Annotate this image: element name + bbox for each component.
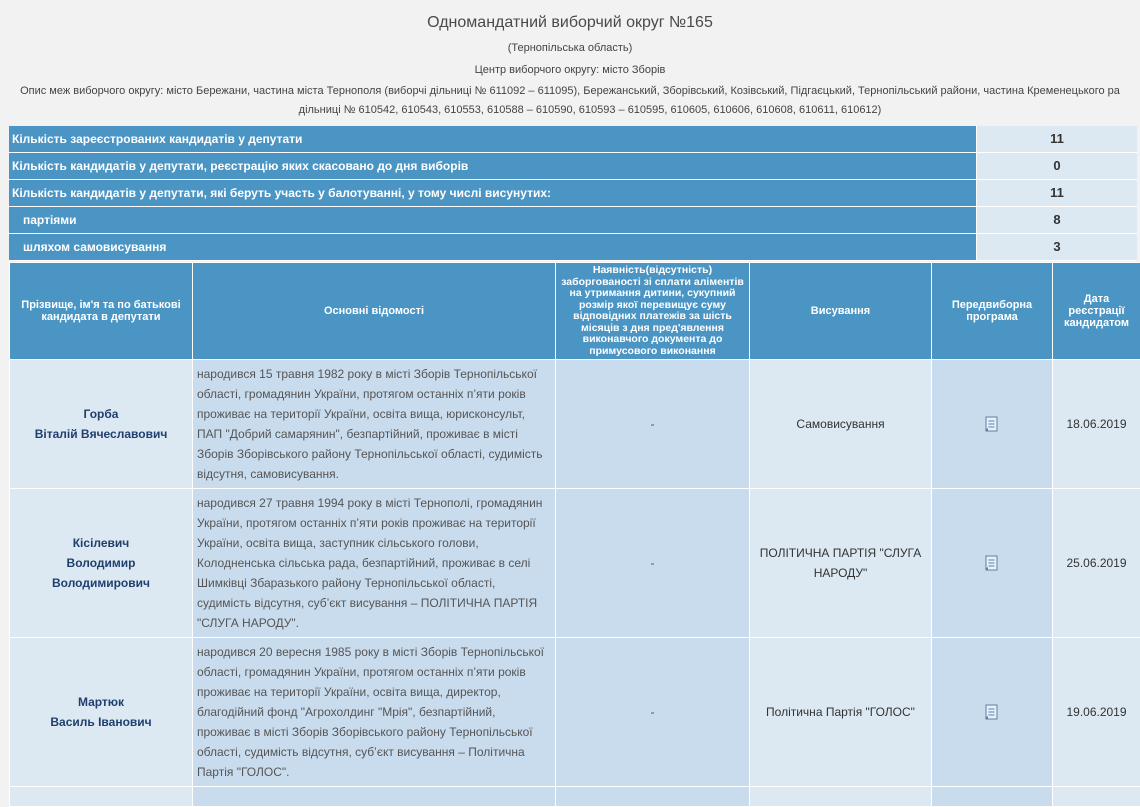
stat-value: 11 <box>977 126 1137 153</box>
stat-row-self <box>9 234 1137 261</box>
stat-value: 0 <box>977 153 1137 180</box>
document-icon[interactable] <box>984 704 1000 720</box>
col-header-debt: Наявність(відсутність) заборгованості зі сплати аліментів на утримання дитини, сукупний розмір якої перевищує суму відповідних платежів за шість місяців з дня пред'явлення виконавчого документа до примусового виконання <box>556 263 750 360</box>
district-description: Опис меж виборчого округу: місто Бережани, частина міста Тернополя (виборчі дільниці № 611092 – 611095), Бережанський, Зборівський, Козівський, Підгаєцький, Тернопільський райони, частина Кременецького ра <box>0 82 1140 101</box>
page-title: Одномандатний виборчий округ №165 <box>0 12 1140 34</box>
candidate-nomination: Політична Партія "ГОЛОС" <box>750 638 932 787</box>
stat-label: партіями <box>9 207 977 234</box>
table-header-row <box>10 263 1140 360</box>
stat-value: 8 <box>977 207 1137 234</box>
candidate-given-name: Володимир <box>11 553 191 573</box>
candidate-surname: Кісілевич <box>11 533 191 553</box>
candidate-given-name: Василь Іванович <box>11 712 191 732</box>
candidate-nomination: ПОЛІТИЧНА ПАРТІЯ "СЛУГА НАРОДУ" <box>750 489 932 638</box>
candidate-program <box>932 360 1053 489</box>
document-icon[interactable] <box>984 416 1000 432</box>
stat-label: шляхом самовисування <box>9 234 977 261</box>
candidate-name[interactable] <box>10 638 193 787</box>
stat-value: 11 <box>977 180 1137 207</box>
stat-label: Кількість зареєстрованих кандидатів у депутати <box>9 126 977 153</box>
stat-row-cancelled <box>9 153 1137 180</box>
stat-row-running <box>9 180 1137 207</box>
candidate-debt: - <box>556 489 750 638</box>
candidate-nomination: Самовисування <box>750 360 932 489</box>
col-header-name: Прізвище, ім'я та по батькові кандидата в депутати <box>10 263 193 360</box>
candidate-surname: Мартюк <box>11 692 191 712</box>
region-label: (Тернопільська область) <box>0 40 1140 56</box>
stat-label: Кількість кандидатів у депутати, які беруть участь у балотуванні, у тому числі висунутих: <box>9 180 977 207</box>
table-row <box>10 360 1140 489</box>
candidate-given-name: Віталій Вячеславович <box>11 424 191 444</box>
candidates-table <box>9 262 1140 807</box>
candidate-debt: - <box>556 638 750 787</box>
candidate-info: народився 20 вересня 1985 року в місті Зборів Тернопільської області, громадянин України, протягом останніх п’яти років проживає на території України, освіта вища, директор, благодійний фонд "Агрохолдинг "Мрія", безпартійний, проживає в місті Зборів Зборівського району Тернопільської області, судимість відсутня, суб’єкт висування – Політична Партія "ГОЛОС". <box>193 638 556 787</box>
col-header-nomination: Висування <box>750 263 932 360</box>
district-description-cont: дільниці № 610542, 610543, 610553, 610588 – 610590, 610593 – 610595, 610605, 610606, 610608, 610611, 610612) <box>0 101 1140 120</box>
district-center: Центр виборчого округу: місто Зборів <box>0 62 1140 78</box>
candidate-patronymic: Володимирович <box>11 573 191 593</box>
candidate-info: народився 27 травня 1994 року в місті Тернополі, громадянин України, протягом останніх п’яти років проживає на території України, освіта вища, заступник сільського голови, Колодненська сільська рада, безпартійний, проживає в селі Шимківці Збаразького району Тернопільської області, судимість відсутня, суб’єкт висування – ПОЛІТИЧНА ПАРТІЯ "СЛУГА НАРОДУ". <box>193 489 556 638</box>
stat-label: Кількість кандидатів у депутати, реєстрацію яких скасовано до дня виборів <box>9 153 977 180</box>
col-header-date: Дата реєстрації кандидатом <box>1053 263 1140 360</box>
col-header-info: Основні відомості <box>193 263 556 360</box>
candidate-reg-date: 19.06.2019 <box>1053 638 1140 787</box>
candidate-info: народився 15 травня 1982 року в місті Зборів Тернопільської області, громадянин України, протягом останніх п’яти років проживає на території України, освіта вища, юрисконсульт, ПАП "Добрий самарянин", безпартійний, проживає в місті Зборів Зборівського району Тернопільської області, судимість відсутня, самовисування. <box>193 360 556 489</box>
page-header <box>0 0 1140 120</box>
stat-row-registered <box>9 126 1137 153</box>
candidate-program <box>932 638 1053 787</box>
candidate-debt: - <box>556 360 750 489</box>
document-icon[interactable] <box>984 555 1000 571</box>
table-row <box>10 489 1140 638</box>
stats-table <box>9 126 1137 261</box>
candidate-program <box>932 489 1053 638</box>
table-row <box>10 638 1140 787</box>
candidate-surname: Горба <box>11 404 191 424</box>
candidate-reg-date: 25.06.2019 <box>1053 489 1140 638</box>
stat-value: 3 <box>977 234 1137 261</box>
stat-row-parties <box>9 207 1137 234</box>
candidate-name[interactable] <box>10 489 193 638</box>
candidate-name[interactable] <box>10 360 193 489</box>
col-header-program: Передвиборна програма <box>932 263 1053 360</box>
candidate-reg-date: 18.06.2019 <box>1053 360 1140 489</box>
